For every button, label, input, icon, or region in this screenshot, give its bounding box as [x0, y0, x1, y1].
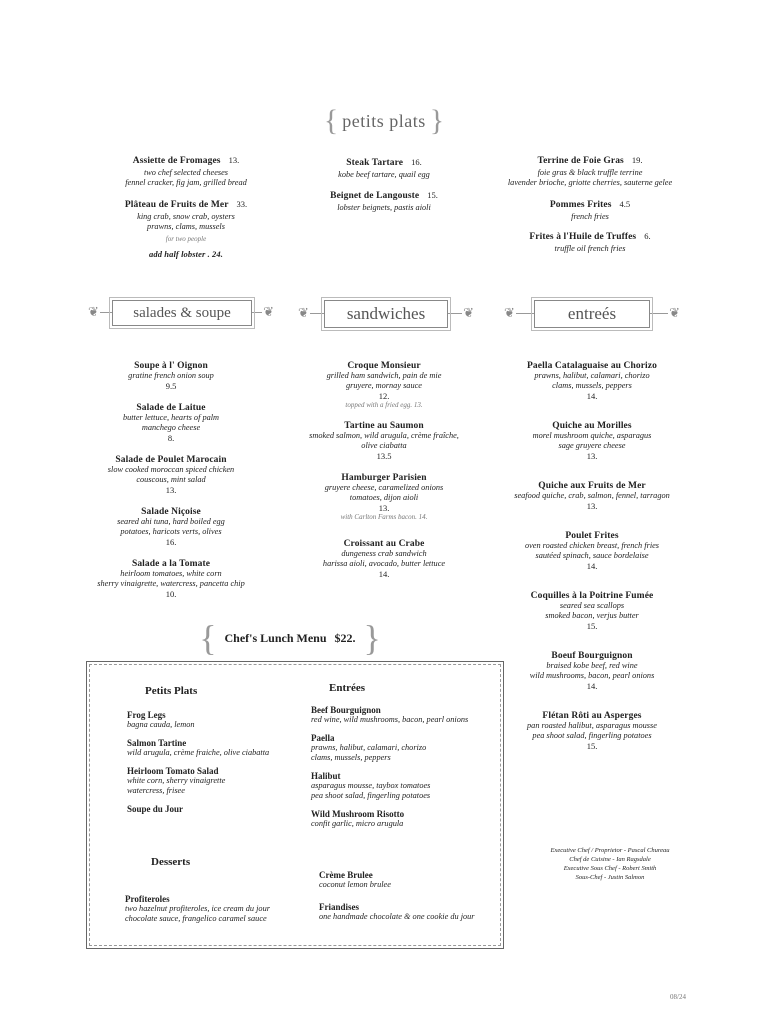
- menu-item: [504, 361, 680, 401]
- item-name: Salmon Tartine: [127, 738, 187, 748]
- item-price: 13.5: [376, 451, 392, 461]
- entrees-list: [504, 361, 680, 763]
- item-name: Croissant au Crabe: [343, 539, 425, 549]
- lunch-desserts-list: [125, 894, 325, 932]
- menu-item: [504, 531, 680, 571]
- item-desc: sherry vinaigrette, watercress, pancetta chip: [97, 579, 245, 588]
- item-price: 13.: [228, 155, 240, 165]
- menu-item: [96, 150, 276, 188]
- staff-line: Sous-Chef - Justin Salmon: [575, 874, 645, 881]
- item-price: 14.: [586, 681, 598, 691]
- menu-item: [490, 150, 690, 188]
- item-price: 8.: [167, 433, 175, 443]
- item-price: 9.5: [165, 381, 177, 391]
- item-desc: slow cooked moroccan spiced chicken: [107, 465, 235, 474]
- item-desc: clams, mussels, peppers: [311, 753, 391, 762]
- menu-item: [296, 361, 472, 409]
- item-desc: asparagus mousse, taybox tomatoes: [311, 781, 431, 790]
- menu-item: [296, 421, 472, 461]
- item-desc: dungeness crab sandwich: [341, 549, 427, 558]
- menu-item: [504, 481, 680, 511]
- item-price: 15.: [586, 741, 598, 751]
- menu-item: [504, 591, 680, 631]
- item-name: Steak Tartare: [346, 158, 404, 168]
- list-item: [311, 809, 501, 829]
- item-price: 4.5: [619, 199, 631, 209]
- item-desc: sautéed spinach, sauce bordelaise: [535, 551, 649, 560]
- menu-item: [294, 185, 474, 213]
- lunch-entrees-list: [311, 705, 501, 837]
- salades-heading: salades & soupe: [112, 300, 252, 326]
- item-extra: add half lobster . 24.: [149, 249, 223, 259]
- item-desc: harissa aioli, avocado, butter lettuce: [322, 559, 446, 568]
- item-desc: gruyere, mornay sauce: [346, 381, 422, 390]
- item-desc: prawns, halibut, calamari, chorizo: [534, 371, 650, 380]
- item-desc: fennel cracker, fig jam, grilled bread: [125, 178, 247, 187]
- page-number: 08/24: [670, 993, 686, 1001]
- item-name: Crème Brulee: [319, 870, 373, 880]
- list-item: [311, 705, 501, 725]
- item-price: 10.: [165, 589, 177, 599]
- item-name: Heirloom Tomato Salad: [127, 766, 219, 776]
- petits-plats-title: [284, 104, 484, 138]
- list-item: [127, 766, 317, 796]
- list-item: [319, 902, 499, 922]
- left-brace-ornament: {: [323, 104, 339, 137]
- item-desc: wild arugula, crème fraiche, olive ciabatta: [127, 748, 270, 757]
- item-desc: couscous, mint salad: [136, 475, 206, 484]
- item-name: Beignet de Langouste: [330, 191, 420, 201]
- menu-item: [86, 194, 286, 259]
- item-price: 19.: [631, 155, 643, 165]
- item-name: Paella Catalaguaise au Chorizo: [527, 361, 657, 371]
- item-name: Halibut: [311, 771, 341, 781]
- item-price: 14.: [378, 569, 390, 579]
- lunch-menu-box: [86, 661, 504, 949]
- scroll-ornament-icon: ❦: [504, 305, 515, 320]
- petits-plats-heading: petits plats: [342, 110, 426, 131]
- menu-item: [490, 226, 690, 254]
- scroll-ornament-icon: ❦: [263, 304, 274, 319]
- item-name: Hamburger Parisien: [341, 473, 427, 483]
- item-desc: sage gruyere cheese: [558, 441, 626, 450]
- item-desc: pea shoot salad, fingerling potatoes: [532, 731, 652, 740]
- item-desc: prawns, clams, mussels: [147, 222, 225, 231]
- list-item: [127, 710, 317, 730]
- item-desc: truffle oil french fries: [554, 244, 626, 253]
- right-brace-ornament: }: [429, 104, 445, 137]
- item-desc: butter lettuce, hearts of palm: [122, 413, 220, 422]
- item-note: with Carlton Farms bacon. 14.: [340, 513, 428, 521]
- item-note: topped with a fried egg. 13.: [345, 401, 423, 409]
- menu-item: [86, 403, 256, 443]
- item-desc: oven roasted chicken breast, french fries: [524, 541, 660, 550]
- list-item: [127, 738, 317, 758]
- lunch-petits-heading: Petits Plats: [145, 685, 198, 697]
- item-desc: seared ahi tuna, hard boiled egg: [117, 517, 225, 526]
- sandwiches-list: [296, 361, 472, 591]
- item-name: Salade de Laitue: [136, 403, 206, 413]
- scroll-ornament-icon: ❦: [669, 305, 680, 320]
- scroll-ornament-icon: ❦: [463, 305, 474, 320]
- list-item: [127, 804, 317, 814]
- item-name: Salade a la Tomate: [131, 559, 211, 569]
- item-desc: morel mushroom quiche, asparagus: [532, 431, 652, 440]
- item-name: Frites à l'Huile de Truffes: [529, 232, 637, 242]
- staff-line: Chef de Cuisine - Ian Ragsdale: [569, 856, 651, 863]
- item-desc: potatoes, haricots verts, olives: [120, 527, 222, 536]
- staff-credits: [510, 846, 710, 882]
- sandwiches-heading: sandwiches: [324, 300, 448, 328]
- scroll-ornament-icon: ❦: [298, 305, 309, 320]
- item-desc: clams, mussels, peppers: [552, 381, 632, 390]
- item-desc: confit garlic, micro arugula: [311, 819, 404, 828]
- item-desc: braised kobe beef, red wine: [546, 661, 638, 670]
- left-brace-ornament: {: [199, 618, 217, 658]
- item-price: 12.: [378, 391, 390, 401]
- salades-section-header: [88, 296, 274, 328]
- item-desc: pan roasted halibut, asparagus mousse: [527, 721, 657, 730]
- item-desc: tomatoes, dijon aioli: [349, 493, 419, 502]
- sandwiches-section-header: [298, 296, 474, 330]
- item-name: Quiche aux Fruits de Mer: [538, 481, 646, 491]
- item-price: 13.: [378, 503, 390, 513]
- item-name: Croque Monsieur: [347, 361, 421, 371]
- staff-line: Executive Chef / Proprietor - Pascal Chureau: [550, 847, 670, 854]
- entrees-heading: entreés: [534, 300, 650, 328]
- item-name: Quiche au Morilles: [552, 421, 632, 431]
- item-desc: seared sea scallops: [559, 601, 625, 610]
- item-desc: lobster beignets, pastis aioli: [337, 203, 431, 212]
- menu-item: [490, 194, 690, 222]
- lunch-menu-price: $22.: [334, 630, 356, 645]
- item-desc: watercress, frisee: [127, 786, 185, 795]
- item-desc: kobe beef tartare, quail egg: [338, 170, 430, 179]
- item-price: 15.: [427, 190, 438, 200]
- item-note: for two people: [165, 235, 207, 243]
- item-desc: seafood quiche, crab, salmon, fennel, tarragon: [514, 491, 670, 500]
- item-desc: french fries: [571, 212, 609, 221]
- item-name: Pommes Frites: [549, 200, 612, 210]
- item-name: Assiette de Fromages: [132, 156, 221, 166]
- item-desc: pea shoot salad, fingerling potatoes: [311, 791, 431, 800]
- item-name: Tartine au Saumon: [344, 421, 424, 431]
- item-desc: bagna cauda, lemon: [127, 720, 195, 729]
- entrees-section-header: [504, 296, 680, 330]
- item-name: Terrine de Foie Gras: [537, 156, 624, 166]
- item-name: Coquilles à la Poitrine Fumée: [530, 591, 654, 601]
- menu-item: [504, 651, 680, 691]
- item-desc: two hazelnut profiteroles, ice cream du jour: [125, 904, 270, 913]
- menu-item: [86, 361, 256, 391]
- item-desc: red wine, wild mushrooms, bacon, pearl onions: [311, 715, 469, 724]
- lunch-menu-title: [190, 620, 390, 656]
- item-desc: chocolate sauce, frangelico caramel sauce: [125, 914, 267, 923]
- item-name: Beef Bourguignon: [311, 705, 381, 715]
- menu-item: [86, 455, 256, 495]
- item-name: Salade Niçoise: [141, 507, 201, 517]
- list-item: [319, 870, 499, 890]
- item-name: Friandises: [319, 902, 360, 912]
- item-desc: grilled ham sandwich, pain de mie: [326, 371, 442, 380]
- item-name: Soupe à l' Oignon: [134, 361, 208, 371]
- menu-item: [296, 473, 472, 521]
- menu-item: [504, 421, 680, 461]
- item-desc: foie gras & black truffle terrine: [537, 168, 643, 177]
- item-price: 13.: [586, 501, 598, 511]
- item-price: 13.: [165, 485, 177, 495]
- item-name: Paella: [311, 733, 335, 743]
- staff-line: Executive Sous Chef - Robert Smith: [563, 865, 657, 872]
- item-desc: gratine french onion soup: [128, 371, 214, 380]
- item-desc: gruyere cheese, caramelized onions: [324, 483, 444, 492]
- item-desc: lavender brioche, griotte cherries, sauterne gelee: [507, 178, 673, 187]
- item-name: Flétan Rôti au Asperges: [542, 711, 642, 721]
- item-name: Wild Mushroom Risotto: [311, 809, 405, 819]
- item-name: Poulet Frites: [565, 531, 619, 541]
- item-name: Boeuf Bourguignon: [551, 651, 633, 661]
- menu-item: [86, 507, 256, 547]
- item-desc: one handmade chocolate & one cookie du jour: [319, 912, 475, 921]
- item-price: 6.: [644, 231, 651, 241]
- list-item: [311, 771, 501, 801]
- list-item: [125, 894, 325, 924]
- item-price: 33.: [236, 199, 248, 209]
- item-name: Frog Legs: [127, 710, 166, 720]
- salades-list: [86, 361, 256, 611]
- item-desc: smoked bacon, verjus butter: [545, 611, 639, 620]
- item-price: 14.: [586, 561, 598, 571]
- item-desc: manchego cheese: [141, 423, 201, 432]
- lunch-desserts-list: [319, 870, 499, 930]
- item-name: Profiteroles: [125, 894, 170, 904]
- item-price: 16.: [411, 157, 422, 167]
- item-desc: white corn, sherry vinaigrette: [127, 776, 226, 785]
- scroll-ornament-icon: ❦: [88, 304, 99, 319]
- item-name: Salade de Poulet Marocain: [115, 455, 227, 465]
- item-desc: wild mushrooms, bacon, pearl onions: [529, 671, 655, 680]
- menu-item: [86, 559, 256, 599]
- lunch-menu-heading: Chef's Lunch Menu: [224, 630, 327, 645]
- item-price: 16.: [165, 537, 177, 547]
- lunch-petits-list: [127, 710, 317, 822]
- item-desc: two chef selected cheeses: [143, 168, 229, 177]
- item-desc: smoked salmon, wild arugula, crème fraîche,: [309, 431, 459, 440]
- item-desc: coconut lemon brulee: [319, 880, 391, 889]
- menu-item: [294, 152, 474, 180]
- right-brace-ornament: }: [363, 618, 381, 658]
- item-price: 13.: [586, 451, 598, 461]
- item-desc: prawns, halibut, calamari, chorizo: [311, 743, 427, 752]
- item-name: Plâteau de Fruits de Mer: [124, 200, 229, 210]
- item-desc: king crab, snow crab, oysters: [137, 212, 235, 221]
- lunch-desserts-heading: Desserts: [151, 856, 191, 868]
- item-price: 14.: [586, 391, 598, 401]
- list-item: [311, 733, 501, 763]
- item-name: Soupe du Jour: [127, 804, 184, 814]
- lunch-entrees-heading: Entrées: [329, 682, 366, 694]
- item-desc: olive ciabatta: [361, 441, 407, 450]
- item-desc: heirloom tomatoes, white corn: [120, 569, 222, 578]
- menu-item: [504, 711, 680, 751]
- menu-item: [296, 539, 472, 579]
- item-price: 15.: [586, 621, 598, 631]
